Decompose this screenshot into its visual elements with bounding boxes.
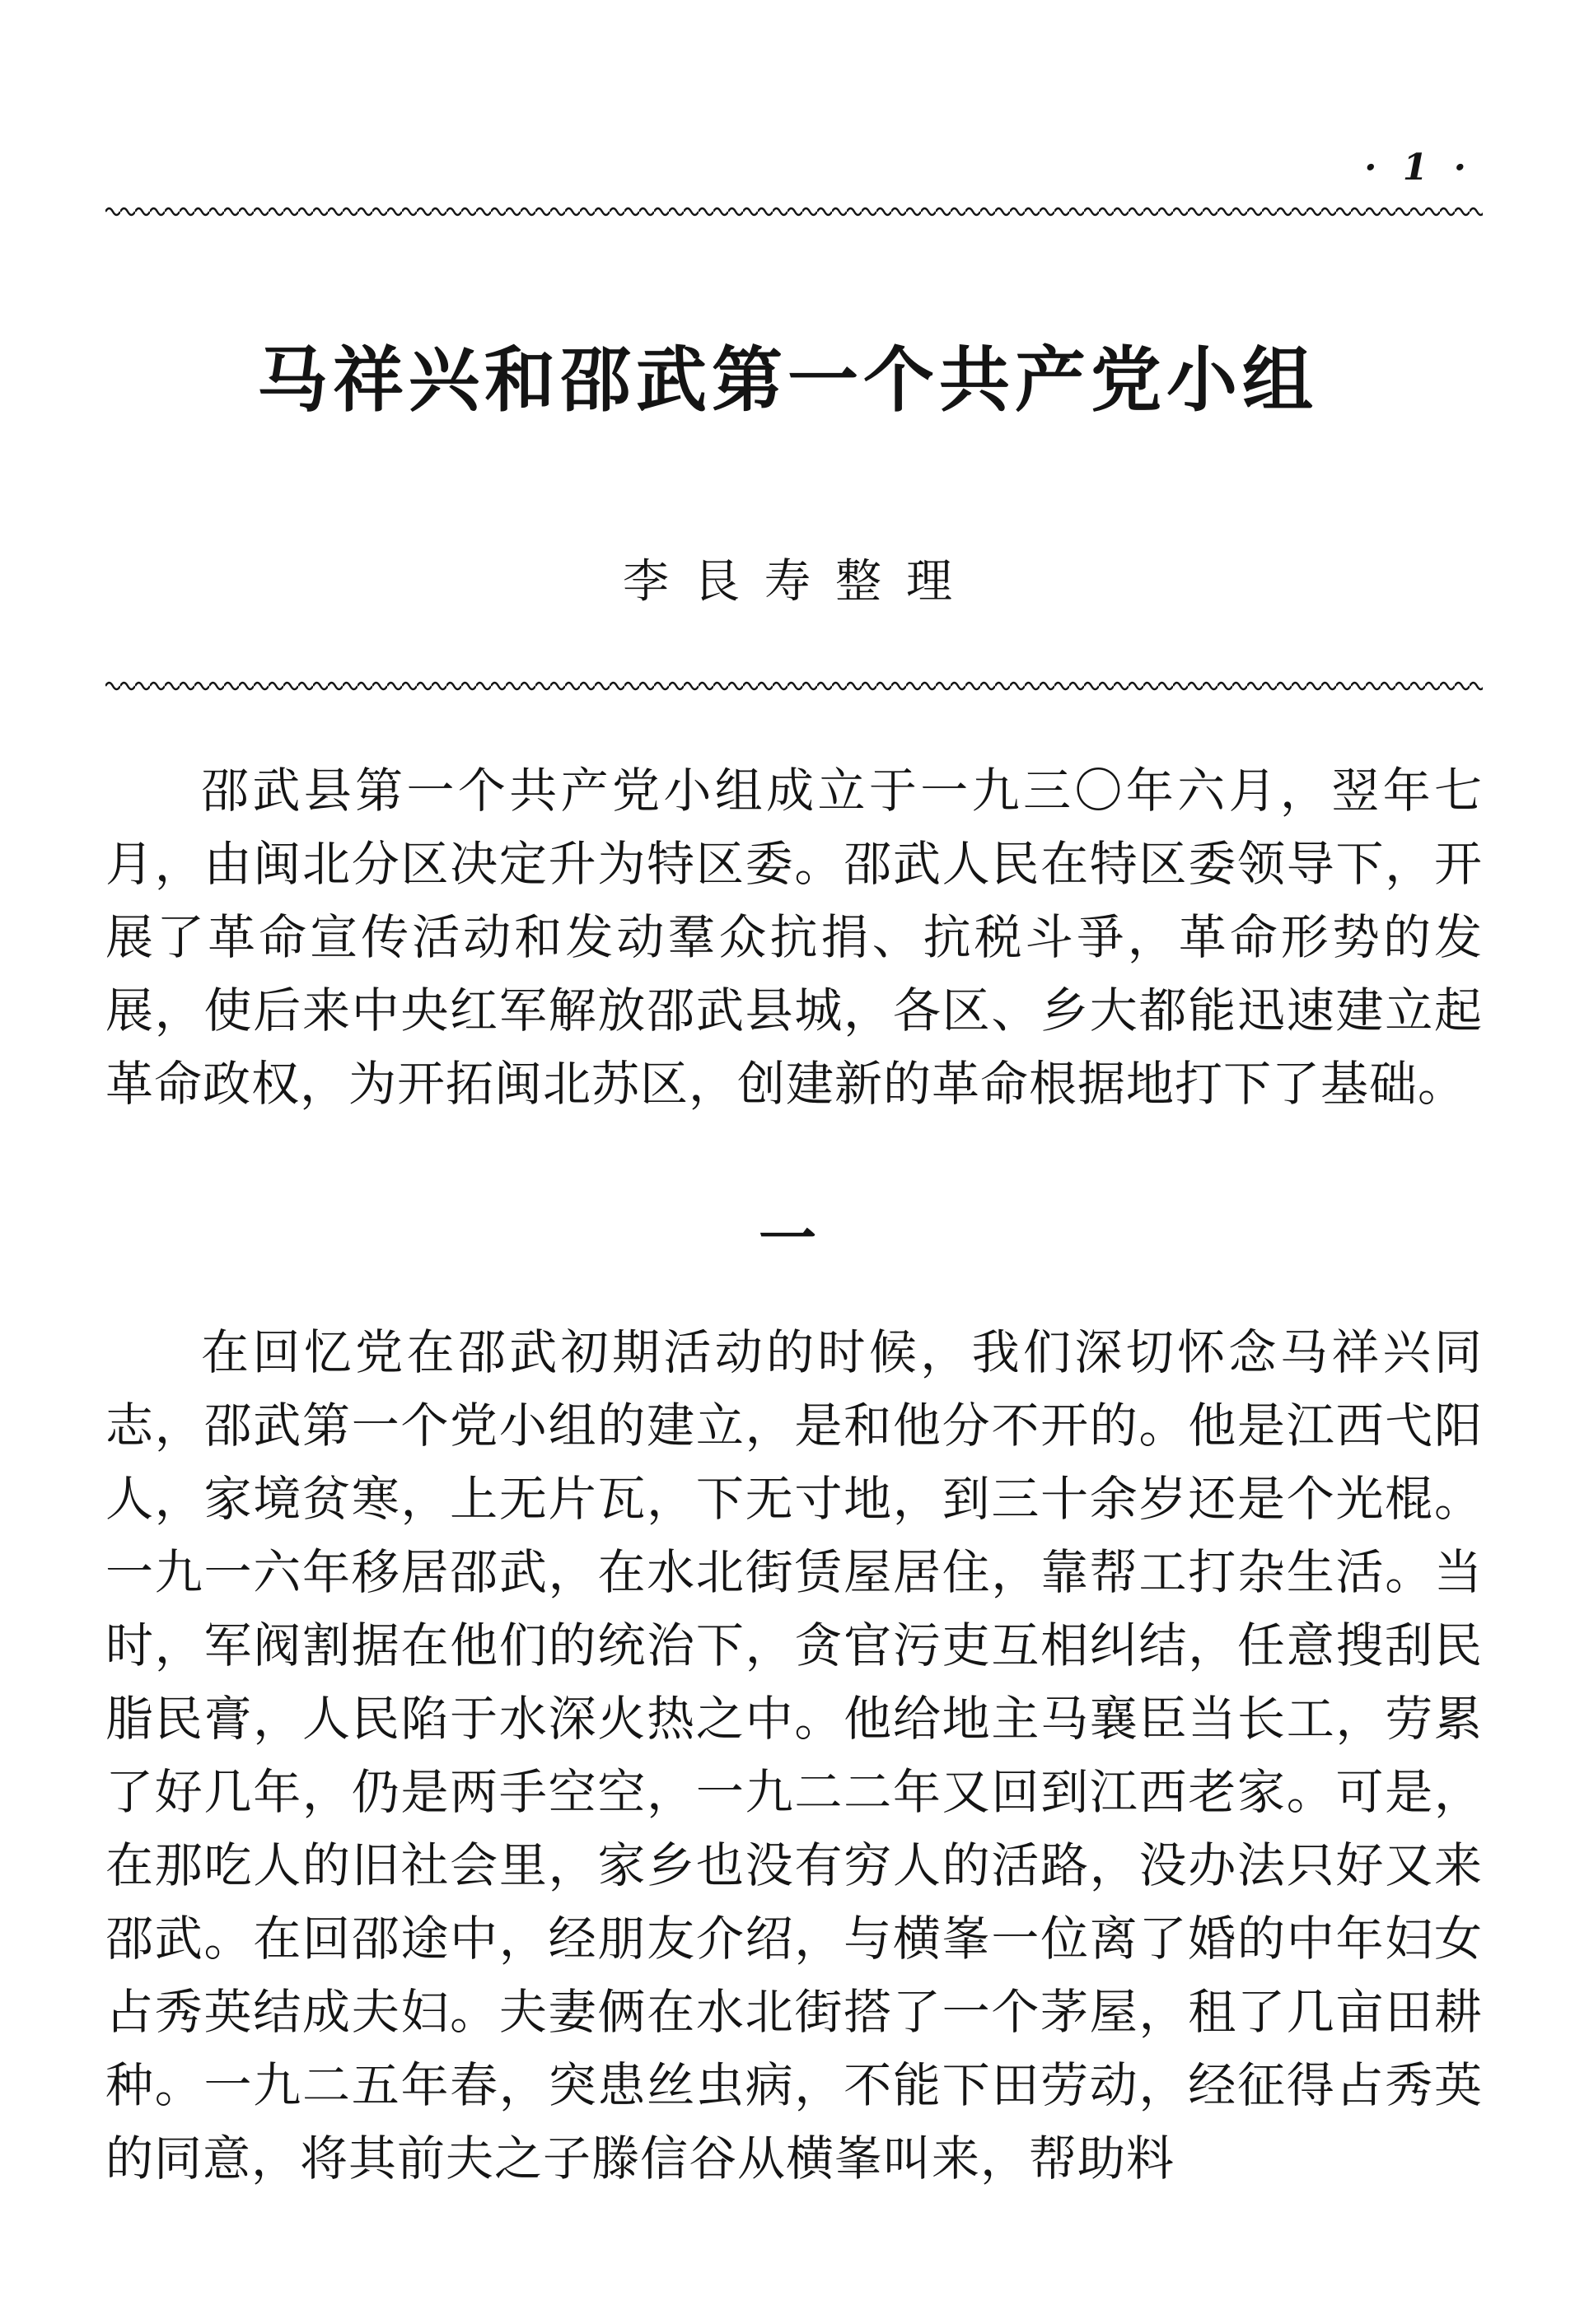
decorative-wave-rule-bottom	[105, 675, 1483, 697]
article-author: 李艮寿整理	[623, 555, 977, 609]
section-number: 一	[759, 1204, 816, 1272]
body-paragraph: 在回忆党在邵武初期活动的时候，我们深切怀念马祥兴同志，邵武第一个党小组的建立，是和他分不开的。他是江西弋阳人，家境贫寒，上无片瓦，下无寸地，到三十余岁还是个光棍。一九一六年移居邵武，在水北街赁屋居住，靠帮工打杂生活。当时，军阀割据在他们的统治下，贪官污吏互相纠结，任意搜刮民脂民膏，人民陷于水深火热之中。他给地主马襄臣当长工，劳累了好几年，仍是两手空空，一九二二年又回到江西老家。可是，在那吃人的旧社会里，家乡也没有穷人的活路，没办法只好又来邵武。在回邵途中，经朋友介绍，与横峯一位离了婚的中年妇女占秀英结成夫妇。夫妻俩在水北街搭了一个茅屋，租了几亩田耕种。一九二五年春，突患丝虫病，不能下田劳动，经征得占秀英的同意，将其前夫之子滕信谷从横峯叫来，帮助料	[105, 1324, 1483, 2186]
decorative-wave-rule-top	[105, 201, 1483, 222]
intro-paragraph: 邵武县第一个共产党小组成立于一九三〇年六月，翌年七月，由闽北分区决定升为特区委。邵武人民在特区委领导下，开展了革命宣传活动和发动羣众抗捐、抗税斗爭，革命形势的发展，使后来中央红军解放邵武县城，各区、乡大都能迅速建立起革命政权，为开拓闽北苏区，创建新的革命根据地打下了基础。	[105, 763, 1483, 1112]
page-number: · 1 ·	[1364, 147, 1473, 189]
article-title: 马祥兴和邵武第一个共产党小组	[257, 339, 1318, 422]
